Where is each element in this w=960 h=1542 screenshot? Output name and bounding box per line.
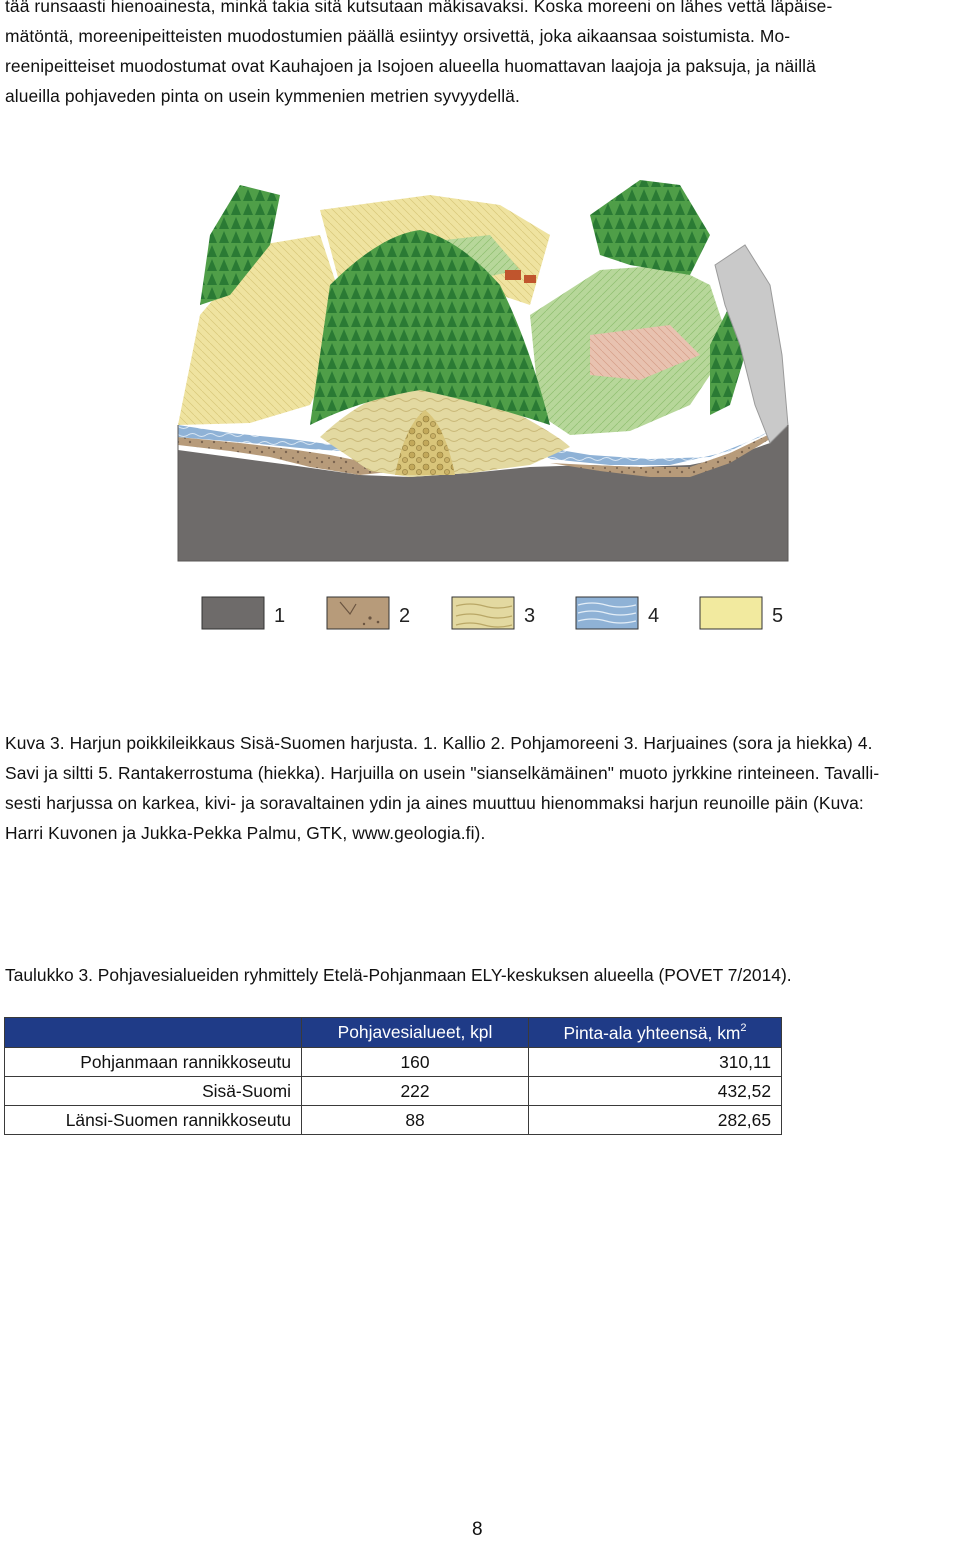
table-cell: 222 [302,1077,529,1106]
table-cell: 310,11 [529,1048,782,1077]
table-header-cell: Pohjavesialueet, kpl [302,1018,529,1048]
table-row [5,1048,782,1077]
legend-label: 3 [524,605,536,627]
caption-line: Harri Kuvonen ja Jukka-Pekka Palmu, GTK, www.geologia.fi). [5,823,486,843]
table-cell: 160 [302,1048,529,1077]
figure-legend [200,596,800,632]
header-superscript: 2 [740,1021,747,1034]
table-header-cell [529,1018,782,1048]
caption-line: Kuva 3. Harjun poikkileikkaus Sisä-Suomen harjusta. 1. Kallio 2. Pohjamoreeni 3. Harjuaines (sora ja hiekka) 4. [5,733,873,753]
table-header-row [5,1018,782,1048]
figure-caption [5,728,960,848]
groundwater-areas-table [4,1017,782,1135]
legend-label: 1 [274,605,286,627]
legend-swatch-shore-deposit [700,597,762,629]
page-number: 8 [472,1519,483,1540]
header-text: Pinta-ala yhteensä, km [563,1022,741,1043]
table-cell: 432,52 [529,1077,782,1106]
table-cell: 282,65 [529,1106,782,1135]
table-title: Taulukko 3. Pohjavesialueiden ryhmittely Etelä-Pohjanmaan ELY-keskuksen alueella (POVET 7/2014). [5,965,792,985]
legend-label: 4 [648,605,660,627]
caption-line: Savi ja siltti 5. Rantakerrostuma (hiekka). Harjuilla on usein "sianselkämäinen" muoto jyrkkine rinteineen. Tavalli- [5,763,880,783]
table-cell: Pohjanmaan rannikkoseutu [5,1048,302,1077]
legend-label: 5 [772,605,784,627]
table-row [5,1106,782,1135]
table-cell: Länsi-Suomen rannikkoseutu [5,1106,302,1135]
table-cell: 88 [302,1106,529,1135]
intro-line: mätöntä, moreenipeitteisten muodostumien päällä esiintyy orsivettä, joka aikaansaa soistumista. Mo- [5,26,791,46]
table-row [5,1077,782,1106]
intro-line: alueilla pohjaveden pinta on usein kymmenien metrien syvyydellä. [5,86,520,106]
intro-line: tää runsaasti hienoainesta, minkä takia sitä kutsutaan mäkisavaksi. Koska moreeni on lähes vettä läpäise- [5,0,833,16]
legend-swatch-bedrock [202,597,264,629]
table-cell: Sisä-Suomi [5,1077,302,1106]
esker-cross-section-illustration [170,175,795,570]
intro-paragraph [5,0,960,111]
table-header-cell [5,1018,302,1048]
intro-line: reenipeitteiset muodostumat ovat Kauhajoen ja Isojoen alueella huomattavan laajoja ja paksuja, ja näillä [5,56,816,76]
legend-label: 2 [399,605,411,627]
caption-line: sesti harjussa on karkea, kivi- ja soravaltainen ydin ja aines muuttuu hienommaksi harjun reunoille päin (Kuva: [5,793,864,813]
